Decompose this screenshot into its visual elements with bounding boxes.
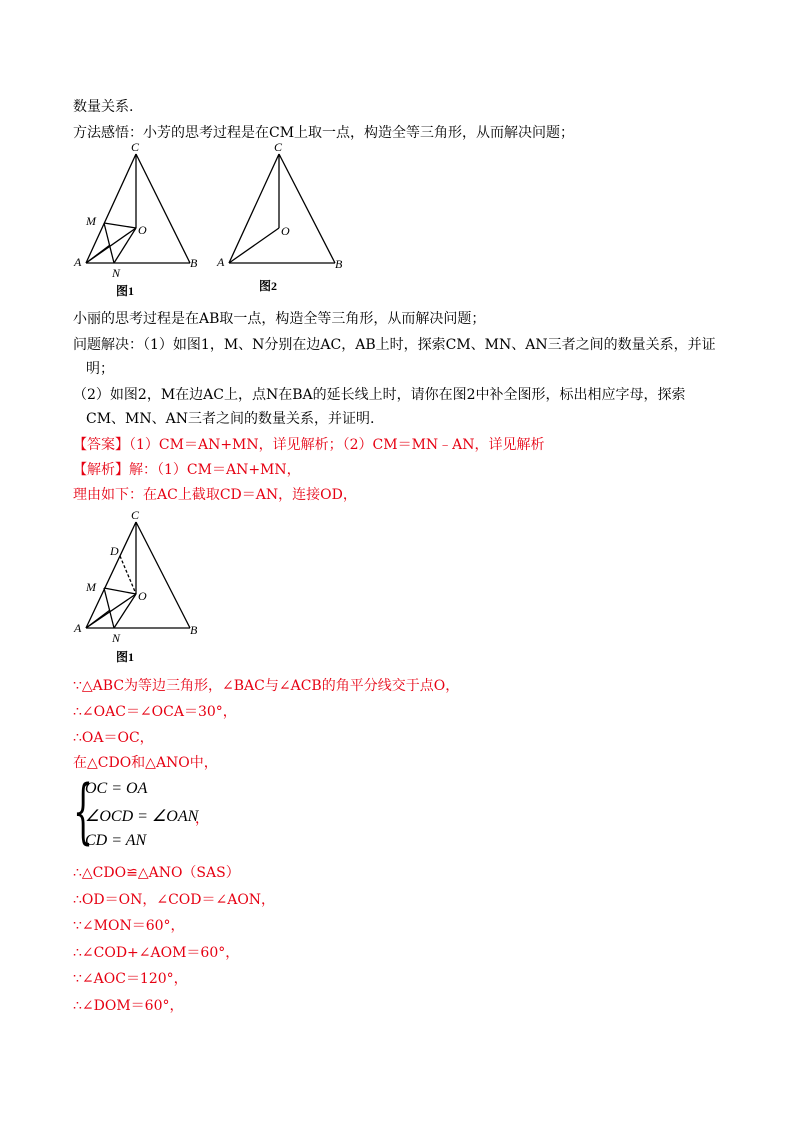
proof-line-4: 在△CDO和△ANO中， — [73, 755, 218, 771]
equation-2: ∠OCD = ∠OAN — [85, 808, 199, 825]
figure-3-diagram — [70, 508, 210, 668]
fig3-label-n: N — [112, 631, 121, 645]
fig1-label-m: M — [86, 214, 96, 228]
equation-system — [73, 770, 233, 854]
fig2-label-c: C — [274, 140, 283, 154]
fig1-label-a: A — [74, 255, 82, 269]
text-line-5: 明； — [86, 361, 114, 377]
proof-line-5: ∴△CDO≌△ANO（SAS） — [73, 865, 240, 881]
figure-2-diagram — [215, 140, 355, 300]
figure-1 — [70, 140, 210, 300]
proof-line-1: ∵△ABC为等边三角形，∠BAC与∠ACB的角平分线交于点O， — [73, 678, 460, 694]
fig1-label-b: B — [190, 256, 198, 270]
analysis-line-1: 【解析】解：（1）CM＝AN+MN， — [73, 462, 301, 478]
proof-line-8: ∴∠COD+∠AOM＝60°， — [73, 945, 240, 961]
fig2-caption: 图2 — [259, 279, 278, 293]
figure-2 — [215, 140, 355, 300]
fig3-label-m: M — [86, 580, 96, 594]
fig3-label-a: A — [74, 621, 82, 635]
proof-line-7: ∵∠MON＝60°， — [73, 918, 185, 934]
text-line-6: （2）如图2，M在边AC上，点N在BA的延长线上时，请你在图2中补全图形，标出相应字母，探索 — [73, 387, 686, 403]
answer-line: 【答案】（1）CM＝AN+MN，详见解析；（2）CM＝MN﹣AN，详见解析 — [73, 437, 545, 453]
left-brace: { — [73, 770, 94, 852]
text-line-4: 问题解决：（1）如图1，M、N分别在边AC，AB上时，探索CM、MN、AN三者之间的数量关系，并证 — [73, 337, 716, 353]
proof-line-3: ∴OA＝OC， — [73, 730, 154, 746]
fig1-label-o: O — [138, 223, 147, 237]
proof-line-2: ∴∠OAC＝∠OCA＝30°， — [73, 704, 237, 720]
text-line-7: CM、MN、AN三者之间的数量关系，并证明. — [86, 411, 375, 427]
text-line-1: 数量关系. — [73, 99, 134, 115]
fig2-label-b: B — [335, 257, 343, 271]
fig3-caption: 图1 — [116, 650, 135, 664]
proof-line-9: ∵∠AOC＝120°， — [73, 971, 188, 987]
figure-3 — [70, 508, 210, 668]
equation-comma: ， — [195, 811, 209, 827]
fig1-caption: 图1 — [116, 284, 135, 298]
fig3-label-o: O — [138, 589, 147, 603]
fig1-label-c: C — [131, 140, 140, 154]
text-line-3: 小丽的思考过程是在AB取一点，构造全等三角形，从而解决问题； — [73, 311, 486, 327]
equation-3: CD = AN — [85, 832, 147, 849]
proof-line-6: ∴OD＝ON，∠COD＝∠AON， — [73, 892, 276, 908]
equation-1: OC = OA — [85, 780, 148, 797]
fig3-label-b: B — [190, 623, 198, 637]
fig2-label-o: O — [281, 224, 290, 238]
text-line-2: 方法感悟：小芳的思考过程是在CM上取一点，构造全等三角形，从而解决问题； — [73, 125, 575, 141]
figure-1-diagram — [70, 140, 210, 300]
fig1-label-n: N — [112, 266, 121, 280]
proof-line-10: ∴∠DOM＝60°， — [73, 998, 184, 1014]
fig3-label-d: D — [110, 544, 119, 558]
fig3-label-c: C — [131, 508, 140, 522]
fig2-label-a: A — [217, 255, 225, 269]
analysis-line-2: 理由如下：在AC上截取CD＝AN，连接OD， — [73, 487, 357, 503]
